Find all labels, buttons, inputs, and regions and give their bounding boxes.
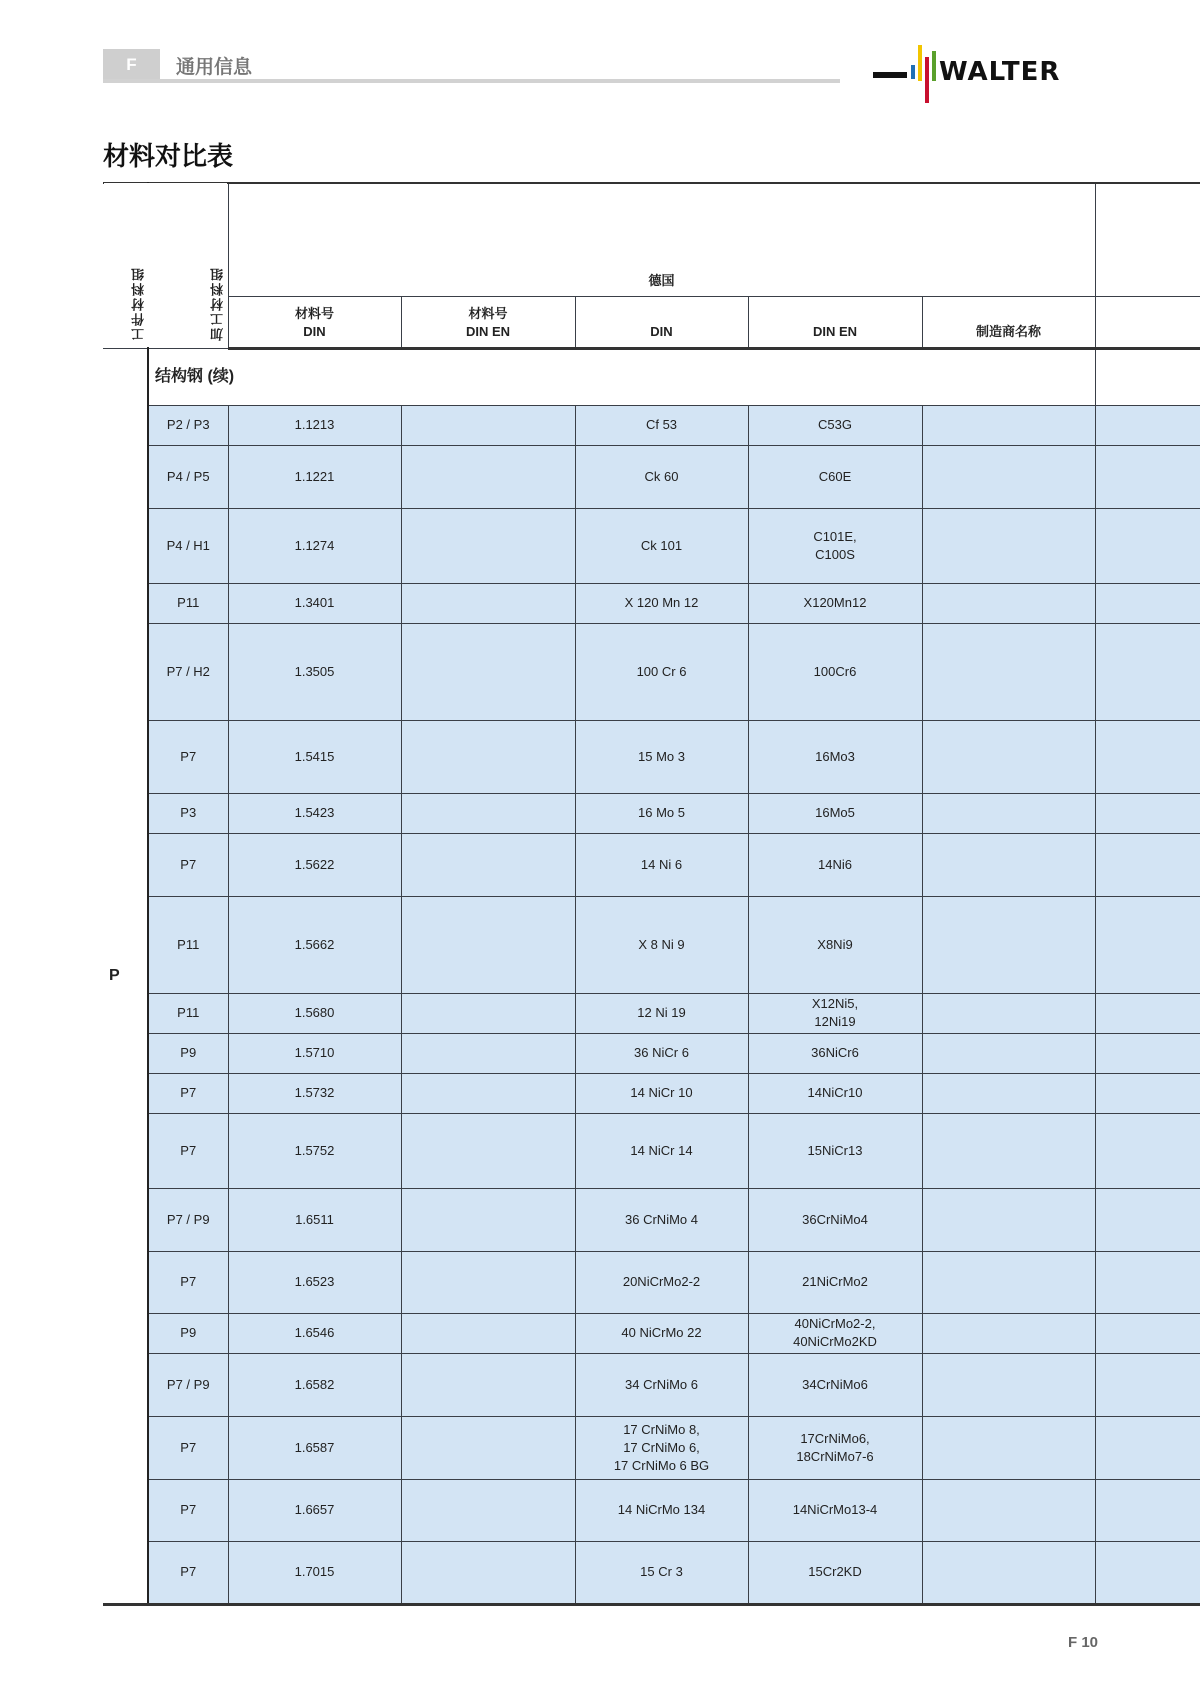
machining-group-cell: P7 (148, 1541, 228, 1604)
din-cell: 34 CrNiMo 6 (575, 1353, 748, 1416)
blank-cell (1095, 508, 1200, 583)
din-number-cell: 1.5732 (228, 1073, 401, 1113)
maker-cell (922, 1073, 1095, 1113)
maker-cell (922, 1033, 1095, 1073)
din-number-cell: 1.5423 (228, 793, 401, 833)
din-cell: 20NiCrMo2-2 (575, 1251, 748, 1313)
table-row (103, 1073, 1200, 1113)
din-en-cell: 36NiCr6 (748, 1033, 922, 1073)
din-en-cell: 15NiCr13 (748, 1113, 922, 1188)
din-number-cell: 1.5622 (228, 833, 401, 896)
maker-cell (922, 405, 1095, 445)
din-en-number-cell (401, 720, 575, 793)
section-title: 通用信息 (176, 57, 253, 78)
din-en-number-cell (401, 1073, 575, 1113)
din-cell: X 8 Ni 9 (575, 896, 748, 993)
din-number-cell: 1.1213 (228, 405, 401, 445)
din-cell: 40 NiCrMo 22 (575, 1313, 748, 1353)
table-row (103, 1251, 1200, 1313)
header-col-din-no: 材料号 DIN (228, 296, 401, 348)
maker-cell (922, 1416, 1095, 1479)
din-cell: Cf 53 (575, 405, 748, 445)
blank-cell (1095, 1033, 1200, 1073)
header-machining-group: 加工材料组 (148, 183, 228, 348)
table-row (103, 993, 1200, 1033)
section-badge: F (103, 49, 160, 81)
din-en-number-cell (401, 583, 575, 623)
din-en-cell: X120Mn12 (748, 583, 922, 623)
blank-cell (1095, 405, 1200, 445)
din-number-cell: 1.5710 (228, 1033, 401, 1073)
din-en-cell: 100Cr6 (748, 623, 922, 720)
din-cell: 36 NiCr 6 (575, 1033, 748, 1073)
blank-cell (1095, 623, 1200, 720)
din-en-number-cell (401, 793, 575, 833)
blank-cell (1095, 1251, 1200, 1313)
din-en-cell: 17CrNiMo6, 18CrNiMo7-6 (748, 1416, 922, 1479)
header-col-din: DIN (575, 296, 748, 348)
table-row (103, 1353, 1200, 1416)
section-blank (1095, 348, 1200, 405)
table-row (103, 896, 1200, 993)
table-row (103, 1188, 1200, 1251)
machining-group-cell: P7 (148, 720, 228, 793)
din-number-cell: 1.5752 (228, 1113, 401, 1188)
din-en-cell: 16Mo3 (748, 720, 922, 793)
material-comparison-table (103, 182, 1200, 1606)
maker-cell (922, 1188, 1095, 1251)
din-en-number-cell (401, 1033, 575, 1073)
blank-cell (1095, 793, 1200, 833)
blank-cell (1095, 896, 1200, 993)
din-en-cell: 15Cr2KD (748, 1541, 922, 1604)
blank-cell (1095, 1313, 1200, 1353)
maker-cell (922, 1113, 1095, 1188)
din-number-cell: 1.6546 (228, 1313, 401, 1353)
din-en-cell: X8Ni9 (748, 896, 922, 993)
machining-group-cell: P4 / P5 (148, 445, 228, 508)
machining-group-cell: P4 / H1 (148, 508, 228, 583)
din-cell: X 120 Mn 12 (575, 583, 748, 623)
din-en-number-cell (401, 508, 575, 583)
din-cell: 14 Ni 6 (575, 833, 748, 896)
table-row (103, 833, 1200, 896)
machining-group-cell: P3 (148, 793, 228, 833)
machining-group-cell: P7 / P9 (148, 1353, 228, 1416)
table-row (103, 1479, 1200, 1541)
din-en-cell: C101E, C100S (748, 508, 922, 583)
din-en-number-cell (401, 1353, 575, 1416)
maker-cell (922, 623, 1095, 720)
header-country: 德国 (228, 183, 1095, 296)
maker-cell (922, 508, 1095, 583)
din-en-number-cell (401, 833, 575, 896)
machining-group-cell: P7 (148, 833, 228, 896)
blank-cell (1095, 1416, 1200, 1479)
maker-cell (922, 1353, 1095, 1416)
din-cell: 12 Ni 19 (575, 993, 748, 1033)
din-cell: 15 Cr 3 (575, 1541, 748, 1604)
din-en-cell: 14Ni6 (748, 833, 922, 896)
table-row (103, 1313, 1200, 1353)
table-row (103, 445, 1200, 508)
din-en-number-cell (401, 1251, 575, 1313)
din-number-cell: 1.3401 (228, 583, 401, 623)
din-en-cell: 34CrNiMo6 (748, 1353, 922, 1416)
din-en-number-cell (401, 623, 575, 720)
blank-cell (1095, 833, 1200, 896)
blank-cell (1095, 583, 1200, 623)
din-number-cell: 1.5680 (228, 993, 401, 1033)
din-en-cell: 14NiCr10 (748, 1073, 922, 1113)
maker-cell (922, 993, 1095, 1033)
maker-cell (922, 1541, 1095, 1604)
header-blank (1095, 296, 1200, 348)
din-en-cell: 16Mo5 (748, 793, 922, 833)
blank-cell (1095, 720, 1200, 793)
machining-group-cell: P7 (148, 1416, 228, 1479)
din-number-cell: 1.3505 (228, 623, 401, 720)
din-en-cell: 36CrNiMo4 (748, 1188, 922, 1251)
machining-group-cell: P7 (148, 1479, 228, 1541)
header-divider (103, 79, 840, 83)
table-row (103, 720, 1200, 793)
din-en-number-cell (401, 896, 575, 993)
section-label: 结构钢 (续) (148, 348, 1095, 405)
din-number-cell: 1.6587 (228, 1416, 401, 1479)
walter-logo (873, 45, 1103, 103)
din-en-number-cell (401, 1113, 575, 1188)
machining-group-cell: P7 / P9 (148, 1188, 228, 1251)
din-cell: Ck 101 (575, 508, 748, 583)
din-en-cell: 21NiCrMo2 (748, 1251, 922, 1313)
din-number-cell: 1.6657 (228, 1479, 401, 1541)
din-cell: 17 CrNiMo 8, 17 CrNiMo 6, 17 CrNiMo 6 BG (575, 1416, 748, 1479)
machining-group-cell: P11 (148, 896, 228, 993)
blank-cell (1095, 1353, 1200, 1416)
machining-group-cell: P2 / P3 (148, 405, 228, 445)
din-cell: 100 Cr 6 (575, 623, 748, 720)
din-number-cell: 1.1274 (228, 508, 401, 583)
table-row (103, 405, 1200, 445)
machining-group-cell: P11 (148, 583, 228, 623)
din-number-cell: 1.6582 (228, 1353, 401, 1416)
blank-cell (1095, 993, 1200, 1033)
din-cell: 14 NiCrMo 134 (575, 1479, 748, 1541)
header-col-maker: 制造商名称 (922, 296, 1095, 348)
table-row (103, 508, 1200, 583)
machining-group-cell: P7 (148, 1073, 228, 1113)
page-title: 材料对比表 (103, 141, 234, 171)
din-number-cell: 1.6523 (228, 1251, 401, 1313)
blank-cell (1095, 445, 1200, 508)
blank-cell (1095, 1073, 1200, 1113)
page-number: F 10 (1068, 1634, 1099, 1651)
din-number-cell: 1.5415 (228, 720, 401, 793)
din-en-number-cell (401, 1188, 575, 1251)
din-number-cell: 1.7015 (228, 1541, 401, 1604)
din-cell: 14 NiCr 10 (575, 1073, 748, 1113)
table-row (103, 793, 1200, 833)
blank-cell (1095, 1188, 1200, 1251)
din-en-cell: 14NiCrMo13-4 (748, 1479, 922, 1541)
blank-cell (1095, 1541, 1200, 1604)
din-en-cell: X12Ni5, 12Ni19 (748, 993, 922, 1033)
table-row (103, 1416, 1200, 1479)
din-cell: Ck 60 (575, 445, 748, 508)
maker-cell (922, 720, 1095, 793)
din-en-cell: C53G (748, 405, 922, 445)
din-number-cell: 1.5662 (228, 896, 401, 993)
machining-group-cell: P11 (148, 993, 228, 1033)
din-cell: 15 Mo 3 (575, 720, 748, 793)
maker-cell (922, 445, 1095, 508)
machining-group-cell: P7 (148, 1251, 228, 1313)
group-letter: P (103, 348, 148, 1604)
maker-cell (922, 1479, 1095, 1541)
table-row (103, 623, 1200, 720)
table-row (103, 583, 1200, 623)
machining-group-cell: P9 (148, 1313, 228, 1353)
table-row (103, 1033, 1200, 1073)
maker-cell (922, 1251, 1095, 1313)
din-en-number-cell (401, 1479, 575, 1541)
din-en-number-cell (401, 1313, 575, 1353)
din-en-number-cell (401, 445, 575, 508)
din-en-cell: C60E (748, 445, 922, 508)
din-cell: 36 CrNiMo 4 (575, 1188, 748, 1251)
din-en-number-cell (401, 1416, 575, 1479)
din-en-number-cell (401, 993, 575, 1033)
din-number-cell: 1.6511 (228, 1188, 401, 1251)
maker-cell (922, 583, 1095, 623)
din-cell: 16 Mo 5 (575, 793, 748, 833)
table-row (103, 1541, 1200, 1604)
machining-group-cell: P9 (148, 1033, 228, 1073)
din-en-number-cell (401, 405, 575, 445)
header-col-din-en-no: 材料号 DIN EN (401, 296, 575, 348)
header-workpiece-group: 工件材料组 (103, 183, 148, 348)
table-row (103, 1113, 1200, 1188)
din-number-cell: 1.1221 (228, 445, 401, 508)
machining-group-cell: P7 / H2 (148, 623, 228, 720)
maker-cell (922, 833, 1095, 896)
machining-group-cell: P7 (148, 1113, 228, 1188)
blank-cell (1095, 1479, 1200, 1541)
header-blank (1095, 183, 1200, 296)
maker-cell (922, 1313, 1095, 1353)
header-col-din-en: DIN EN (748, 296, 922, 348)
din-en-cell: 40NiCrMo2-2, 40NiCrMo2KD (748, 1313, 922, 1353)
svg-text:WALTER: WALTER (939, 57, 1061, 87)
din-cell: 14 NiCr 14 (575, 1113, 748, 1188)
maker-cell (922, 793, 1095, 833)
maker-cell (922, 896, 1095, 993)
din-en-number-cell (401, 1541, 575, 1604)
blank-cell (1095, 1113, 1200, 1188)
